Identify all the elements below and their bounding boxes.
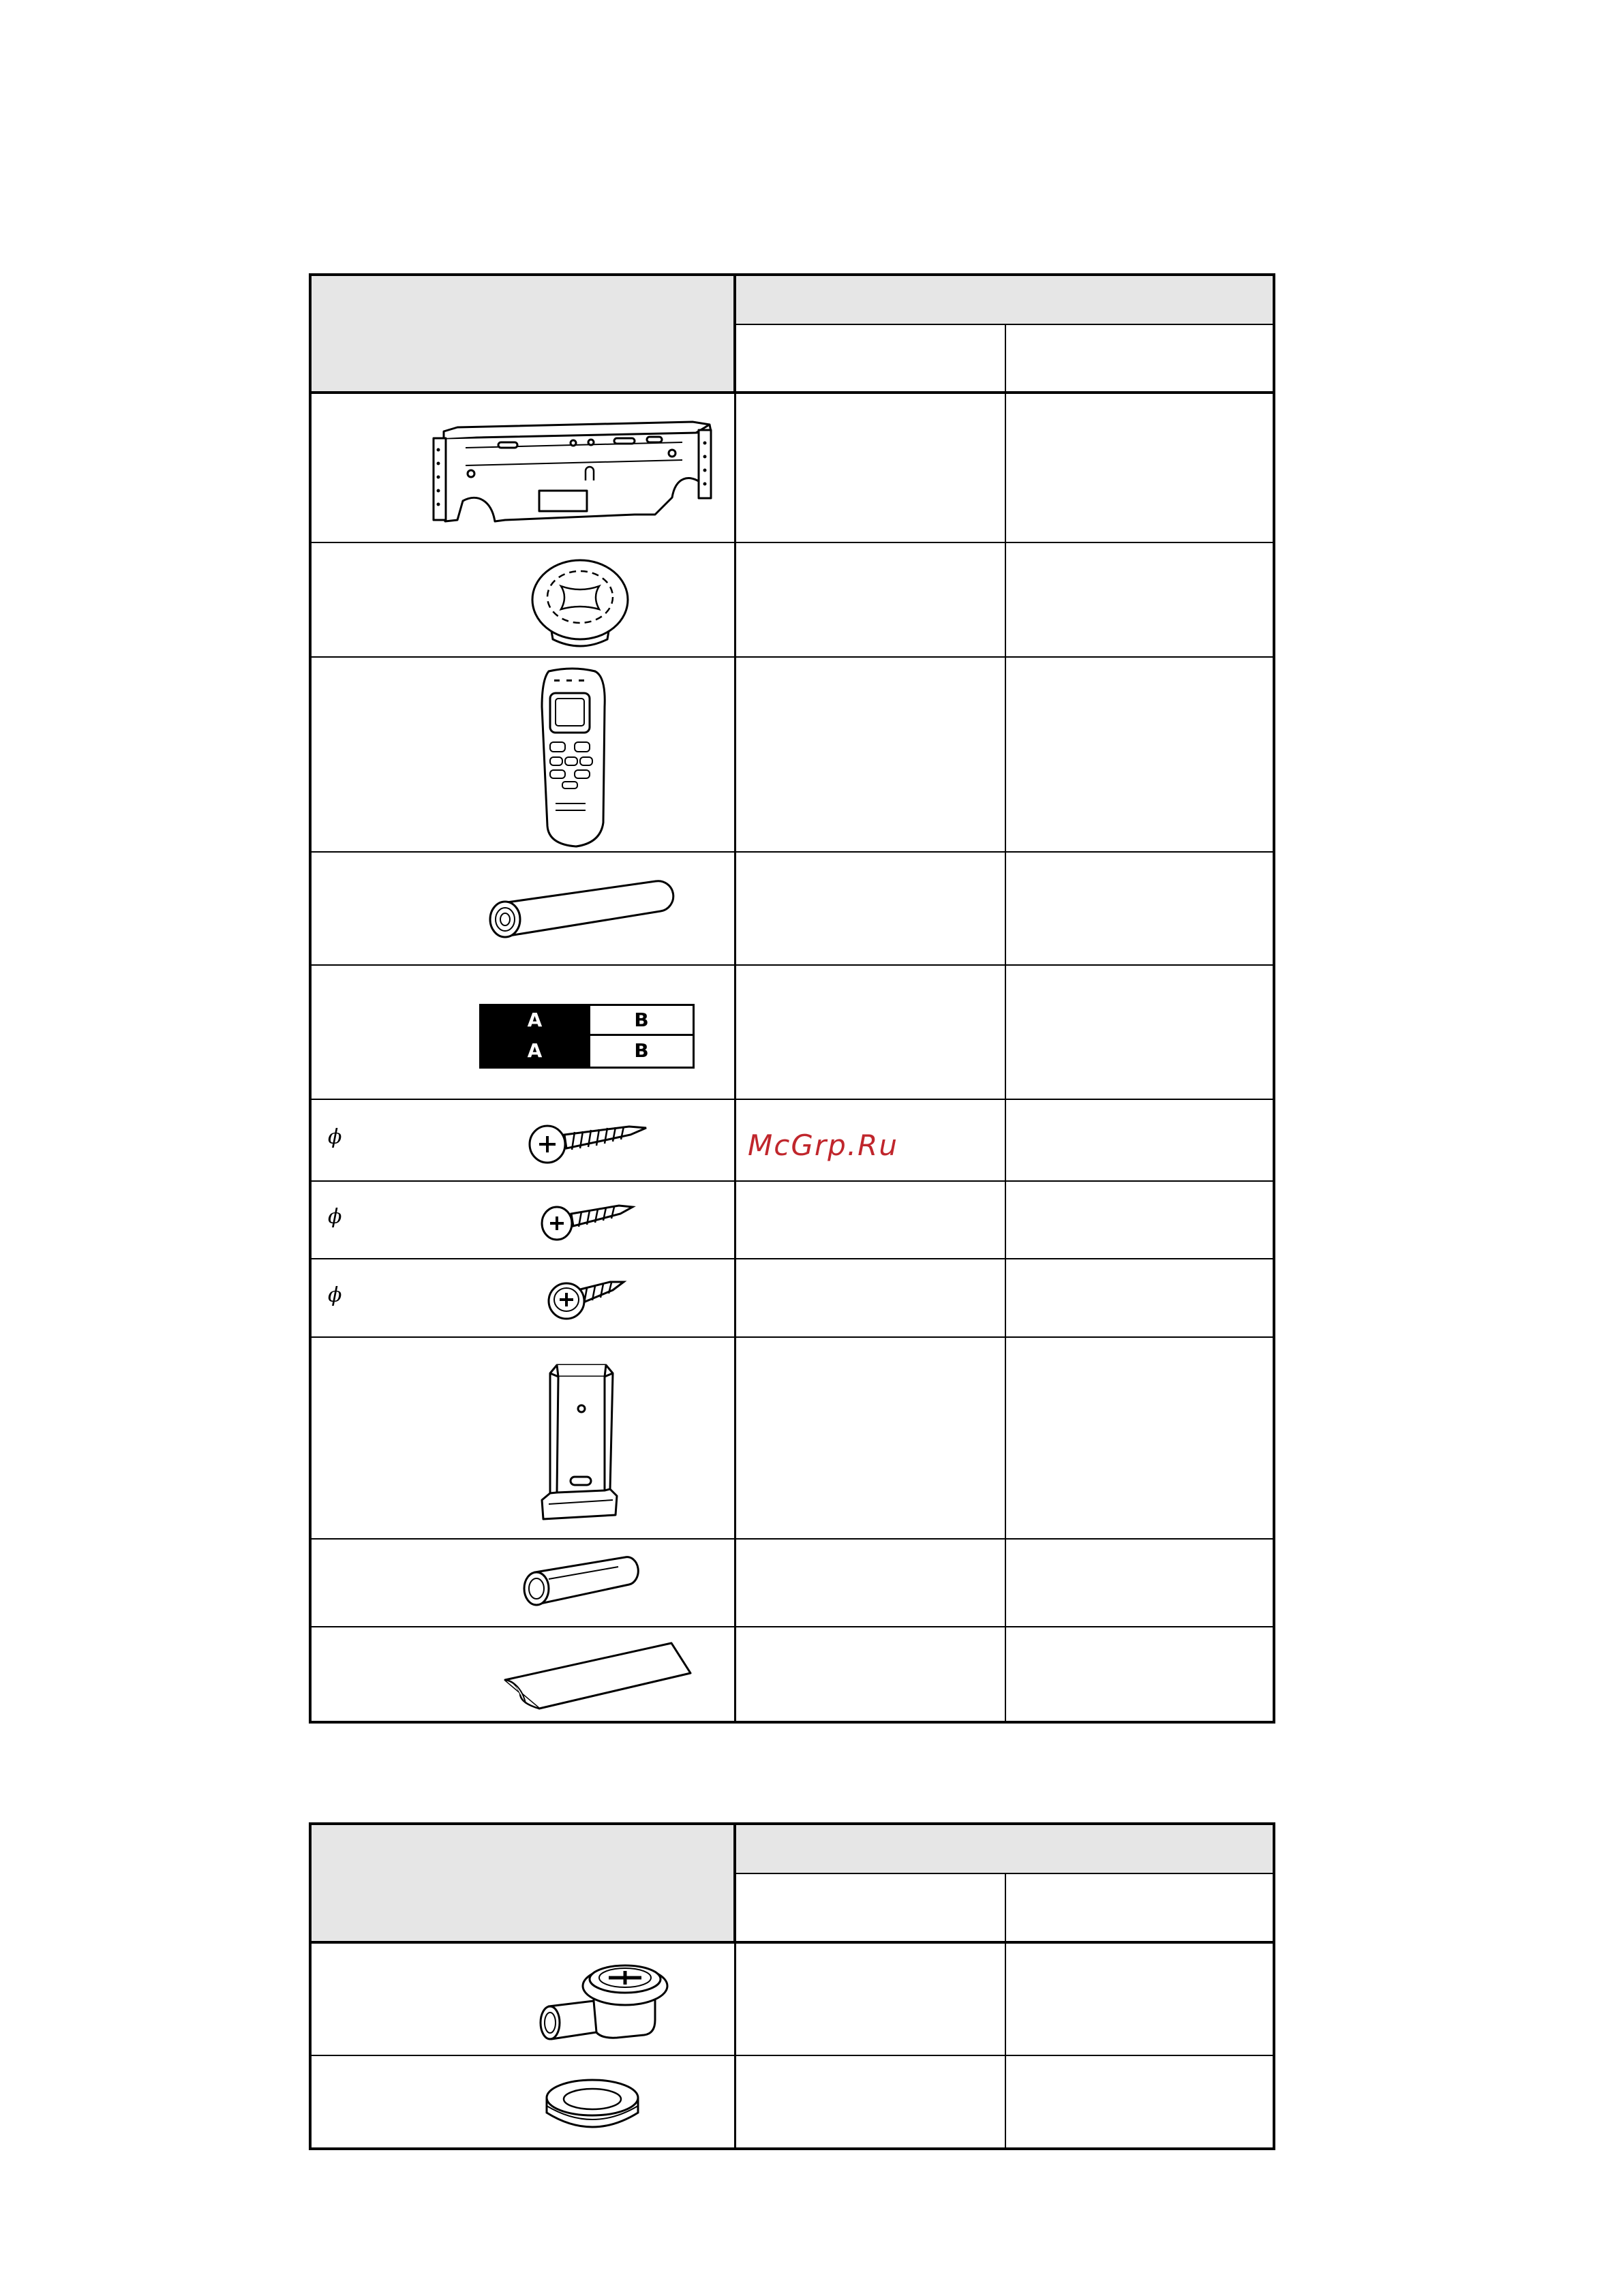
phi-symbol: ϕ [328,1205,342,1229]
mounting-plate-icon [430,412,716,532]
remote-control-icon [535,666,610,848]
remote-holder-icon [536,1360,625,1523]
battery-icon [482,876,680,944]
header-cell-quantity [735,1825,1273,1874]
label-tag-cell: A [481,1006,588,1035]
phi-symbol: ϕ [328,1283,342,1307]
header-subcells [735,325,1273,392]
label-tag-cell: B [588,1006,693,1035]
accessories-table-outdoor [309,1822,1275,2150]
header-cell-quantity [735,276,1273,325]
screw-short-icon [547,1271,629,1326]
label-tag-cell: A [481,1036,588,1067]
header-cell-part [312,276,735,392]
phi-symbol: ϕ [328,1125,342,1149]
header-subcells [735,1874,1273,1942]
accessories-table-indoor [309,273,1275,1724]
label-tag-cell: B [588,1036,693,1067]
cap-icon [526,551,635,653]
watermark: McGrp.Ru [748,1129,898,1162]
tape-roll-icon [516,1552,646,1616]
label-tag-icon [479,1004,695,1069]
drain-cap-icon [541,2070,643,2139]
drain-elbow-icon [535,1959,671,2047]
header-cell-part [312,1825,735,1942]
screw-long-icon [527,1114,650,1166]
screw-medium-icon [541,1196,636,1244]
sheet-icon [496,1638,700,1713]
